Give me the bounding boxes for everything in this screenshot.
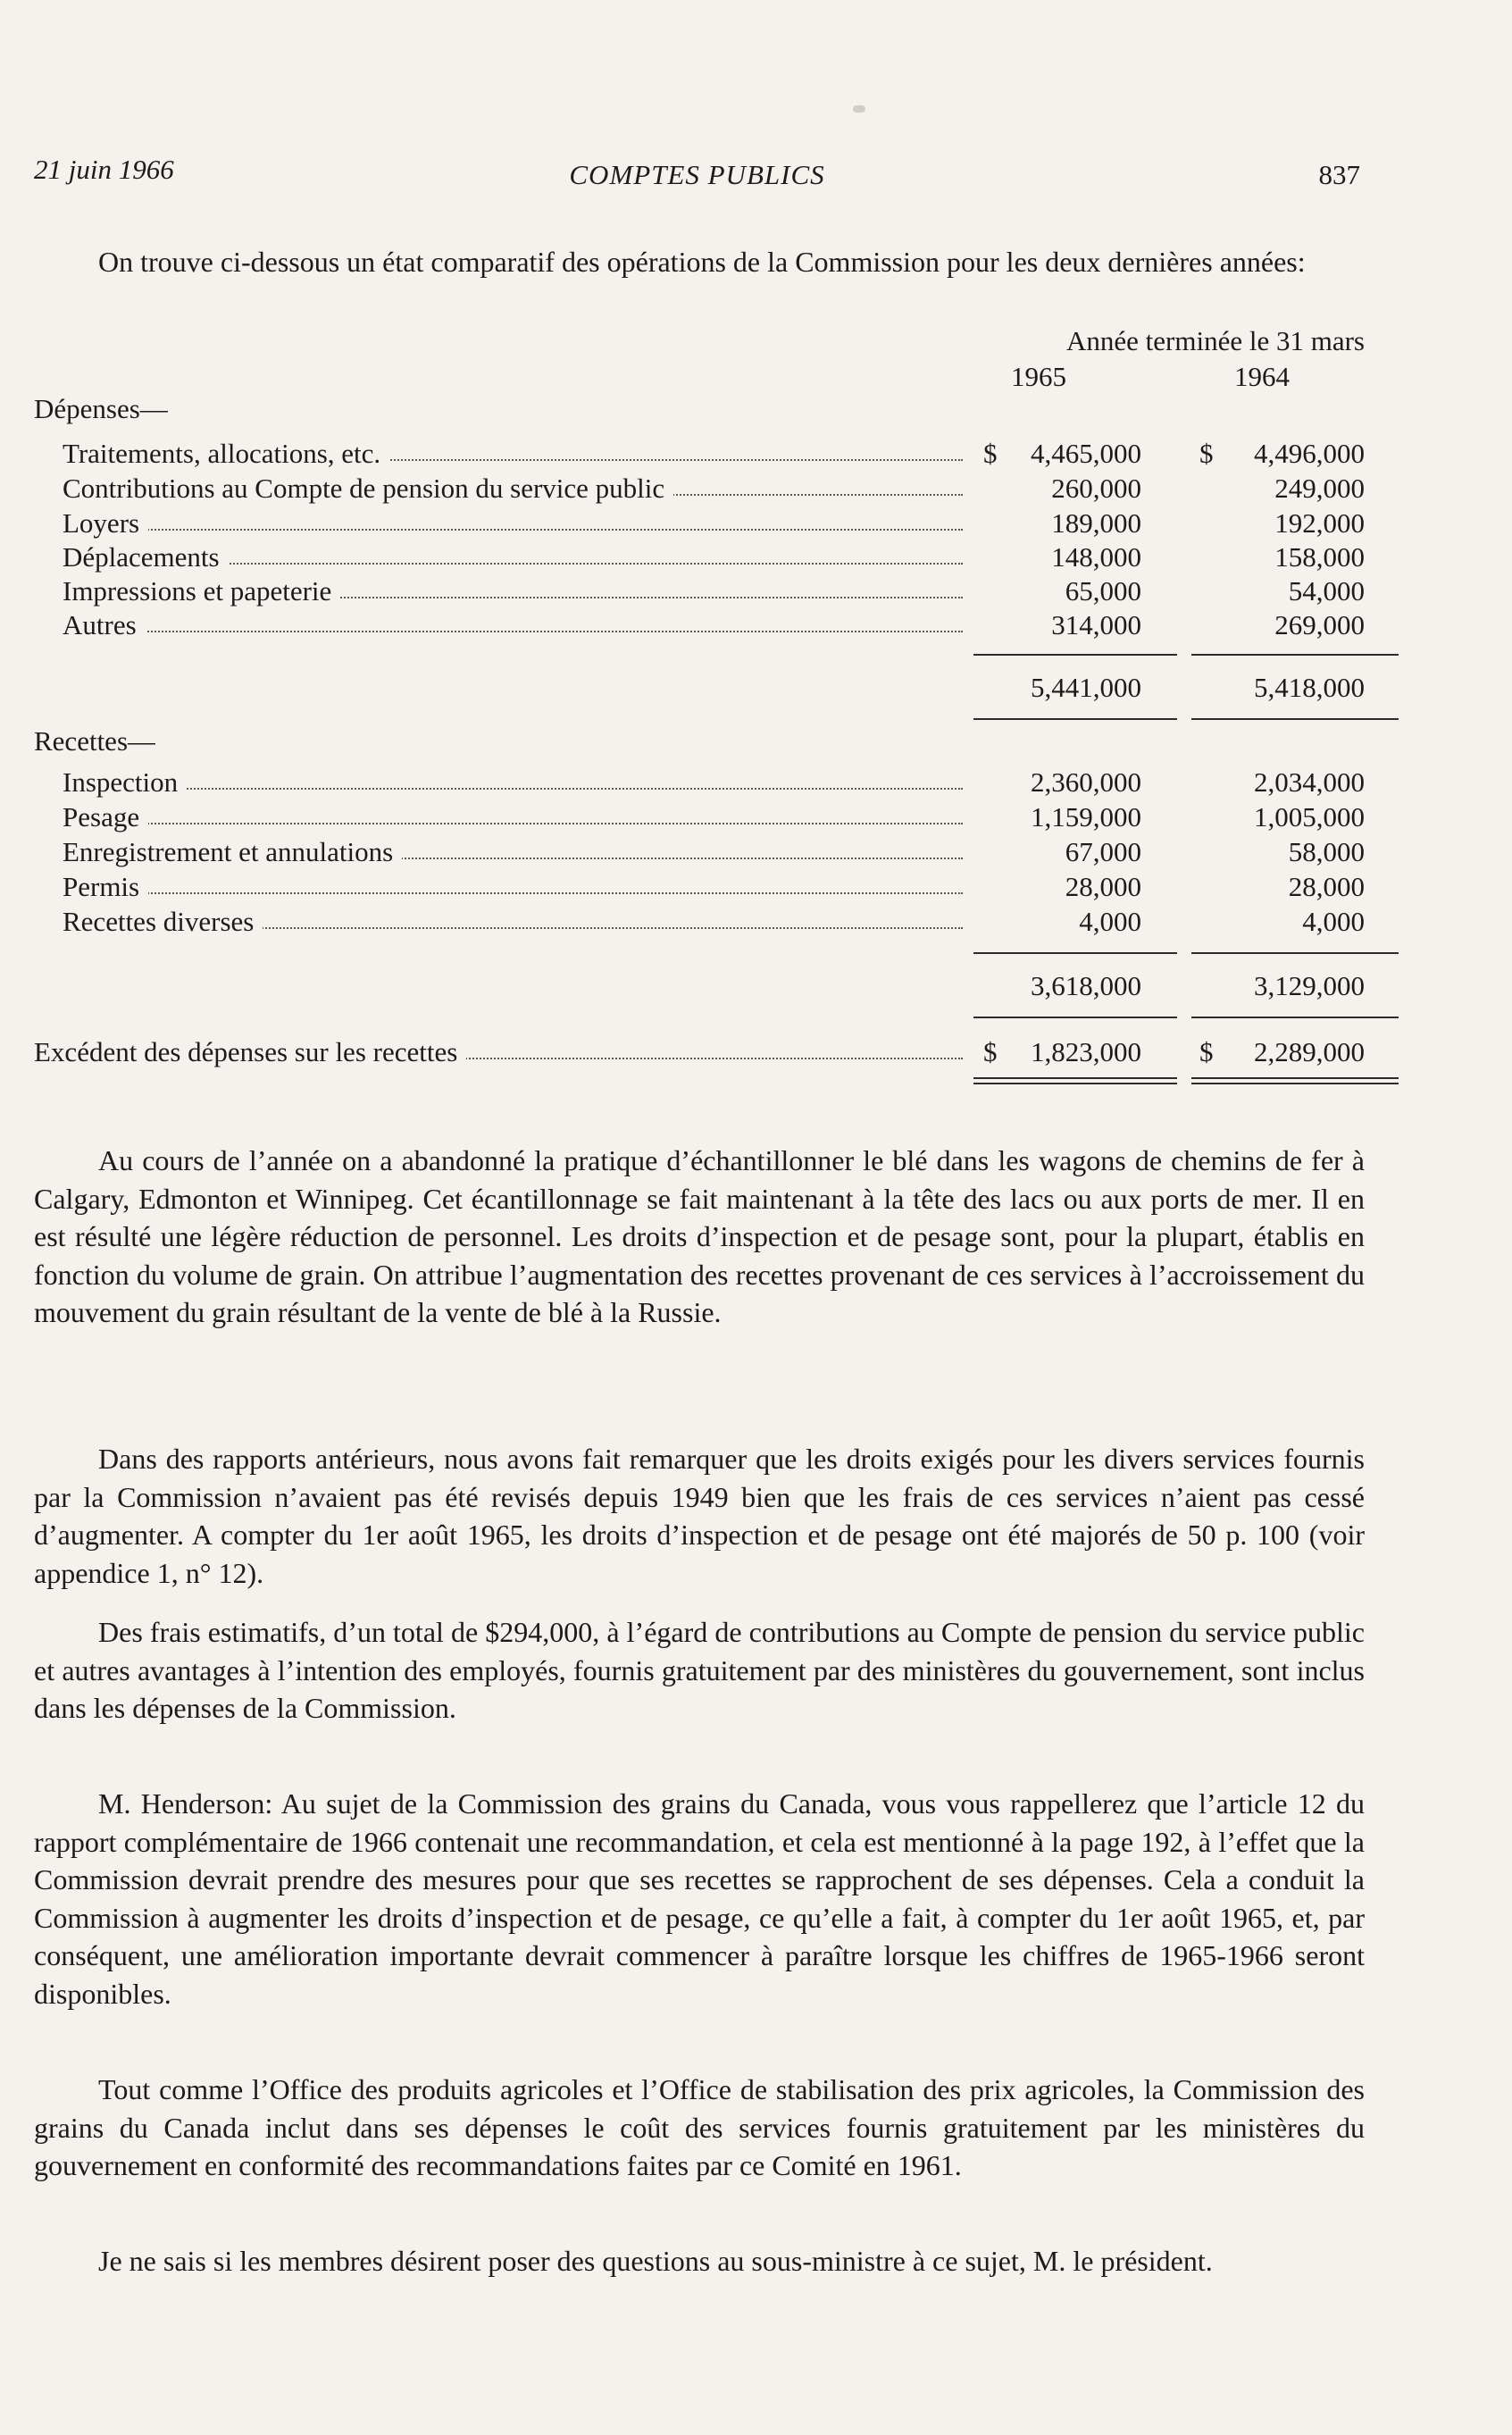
paragraph-offices: Tout comme l’Office des produits agricoles et l’Office de stabilisation des prix agricoles, la Commission des grains du Canada inclut dans ses dépenses le coût des services fournis gratuitement par les ministères du gouvernement en conformité des recommandations faites par ce Comité en 1961. — [34, 2073, 1365, 2181]
table-row — [34, 507, 1365, 543]
expenses-total-row — [34, 672, 1365, 707]
row-label: Loyers — [63, 507, 148, 539]
subtotal-rule — [973, 654, 1177, 656]
subtotal-rule — [1191, 952, 1399, 954]
year-1964: 1964 — [1234, 361, 1290, 392]
paragraph-fees: Dans des rapports antérieurs, nous avons fait remarquer que les droits exigés pour les divers services fournis par la Commission n’avaient pas été revisés depuis 1949 bien que les frais de ces services n’aient pas cessé d’augmenter. A compter du 1er août 1965, les droits d’inspection et de pesage ont été majorés de 50 p. 100 (voir appendice 1, n° 12). — [34, 1443, 1365, 1589]
value-1964: 192,000 — [1274, 507, 1365, 539]
value-1965: 67,000 — [1065, 836, 1141, 867]
ink-mark — [853, 105, 865, 113]
table-row — [34, 836, 1365, 872]
currency-sign: $ — [983, 438, 998, 469]
surplus-label: Excédent des dépenses sur les recettes — [34, 1036, 466, 1067]
receipts-total-1964: 3,129,000 — [1254, 970, 1365, 1001]
receipts-total-row — [34, 970, 1365, 1006]
value-1964: 269,000 — [1274, 609, 1365, 640]
table-year-row — [34, 361, 1365, 397]
row-label: Traitements, allocations, etc. — [63, 438, 389, 469]
paragraph-sampling: Au cours de l’année on a abandonné la pratique d’échantillonner le blé dans les wagons de chemins de fer à Calgary, Edmonton et Winnipeg. Cet écantillonnage se fait maintenant à la tête des lacs ou aux ports de mer. Il en est résulté une légère réduction de personnel. Les droits d’inspection et de pesage sont, pour la plupart, établis en fonction du volume de grain. On attribue l’augmentation des recettes provenant de ces services à l’accroissement du mouvement du grain résultant de la vente de blé à la Russie. — [34, 1144, 1365, 1328]
value-1964: 1,005,000 — [1254, 801, 1365, 833]
value-1964: 58,000 — [1288, 836, 1365, 867]
value-1964: 4,496,000 — [1254, 438, 1365, 469]
table-row — [34, 541, 1365, 577]
currency-sign: $ — [983, 1036, 998, 1067]
table-row — [34, 871, 1365, 907]
expenses-total-1965: 5,441,000 — [1031, 672, 1141, 703]
row-label: Permis — [63, 871, 148, 902]
value-1964: 4,000 — [1302, 906, 1365, 937]
period-heading: Année terminée le 31 mars — [1066, 325, 1365, 356]
paragraph-estimated-costs: Des frais estimatifs, d’un total de $294,000, à l’égard de contributions au Compte de pension du service public et autres avantages à l’intention des employés, fournis gratuitement par des ministères du gouvernement, sont inclus dans les dépenses de la Commission. — [34, 1616, 1365, 1724]
value-1965: 314,000 — [1051, 609, 1141, 640]
value-1964: 158,000 — [1274, 541, 1365, 573]
total-double-rule — [973, 1077, 1177, 1084]
subtotal-rule — [1191, 1017, 1399, 1018]
row-label: Enregistrement et annulations — [63, 836, 402, 867]
total-double-rule — [1191, 1077, 1399, 1084]
paragraph-questions: Je ne sais si les membres désirent poser des questions au sous-ministre à ce sujet, M. le président. — [98, 2245, 1213, 2277]
value-1965: 28,000 — [1065, 871, 1141, 902]
row-label: Autres — [63, 609, 146, 640]
value-1965: 260,000 — [1051, 473, 1141, 504]
value-1965: 65,000 — [1065, 575, 1141, 607]
paragraph-henderson: M. Henderson: Au sujet de la Commission des grains du Canada, vous vous rappellerez que l’article 12 du rapport complémentaire de 1966 contenait une recommandation, et cela est mentionné à la page 192, à l’effet que la Commission devrait prendre des mesures pour que ses recettes se rapprochent de ses dépenses. Cela a conduit la Commission à augmenter les droits d’inspection et de pesage, ce qu’elle a fait, à compter du 1er août 1965, et, par conséquent, une amélioration importante devrait commencer à paraître lorsque les chiffres de 1965-1966 seront disponibles. — [34, 1787, 1365, 2010]
row-label: Inspection — [63, 766, 187, 798]
value-1965: 1,159,000 — [1031, 801, 1141, 833]
intro-paragraph: On trouve ci-dessous un état comparatif des opérations de la Commission pour les deux dernières années: — [98, 246, 1306, 278]
subtotal-rule — [973, 1017, 1177, 1018]
row-label: Contributions au Compte de pension du service public — [63, 473, 673, 504]
expenses-heading: Dépenses— — [34, 393, 168, 424]
subtotal-rule — [1191, 654, 1399, 656]
row-label: Impressions et papeterie — [63, 575, 340, 607]
value-1964: 54,000 — [1288, 575, 1365, 607]
expenses-heading-row — [34, 393, 1365, 429]
header-title: COMPTES PUBLICS — [569, 159, 825, 190]
running-header — [34, 154, 1360, 198]
receipts-heading-row — [34, 725, 1365, 761]
value-1965: 189,000 — [1051, 507, 1141, 539]
surplus-row — [34, 1036, 1365, 1072]
header-date: 21 juin 1966 — [34, 154, 174, 185]
table-row — [34, 766, 1365, 802]
value-1965: 2,360,000 — [1031, 766, 1141, 798]
row-label: Déplacements — [63, 541, 229, 573]
table-heading-row — [34, 325, 1365, 361]
table-row — [34, 801, 1365, 837]
receipts-total-1965: 3,618,000 — [1031, 970, 1141, 1001]
value-1965: 148,000 — [1051, 541, 1141, 573]
row-label: Recettes diverses — [63, 906, 263, 937]
table-row — [34, 575, 1365, 611]
subtotal-rule — [973, 718, 1177, 720]
year-1965: 1965 — [1011, 361, 1066, 392]
currency-sign: $ — [1199, 1036, 1214, 1067]
value-1964: 28,000 — [1288, 871, 1365, 902]
value-1964: 2,034,000 — [1254, 766, 1365, 798]
expenses-total-1964: 5,418,000 — [1254, 672, 1365, 703]
table-row — [34, 906, 1365, 941]
currency-sign: $ — [1199, 438, 1214, 469]
value-1965: 4,000 — [1079, 906, 1141, 937]
subtotal-rule — [1191, 718, 1399, 720]
page-number: 837 — [1318, 159, 1360, 190]
table-row — [34, 609, 1365, 645]
table-row — [34, 473, 1365, 508]
surplus-1964: 2,289,000 — [1254, 1036, 1365, 1067]
subtotal-rule — [973, 952, 1177, 954]
row-label: Pesage — [63, 801, 148, 833]
surplus-1965: 1,823,000 — [1031, 1036, 1141, 1067]
value-1964: 249,000 — [1274, 473, 1365, 504]
table-row — [34, 438, 1365, 473]
value-1965: 4,465,000 — [1031, 438, 1141, 469]
receipts-heading: Recettes— — [34, 725, 156, 757]
